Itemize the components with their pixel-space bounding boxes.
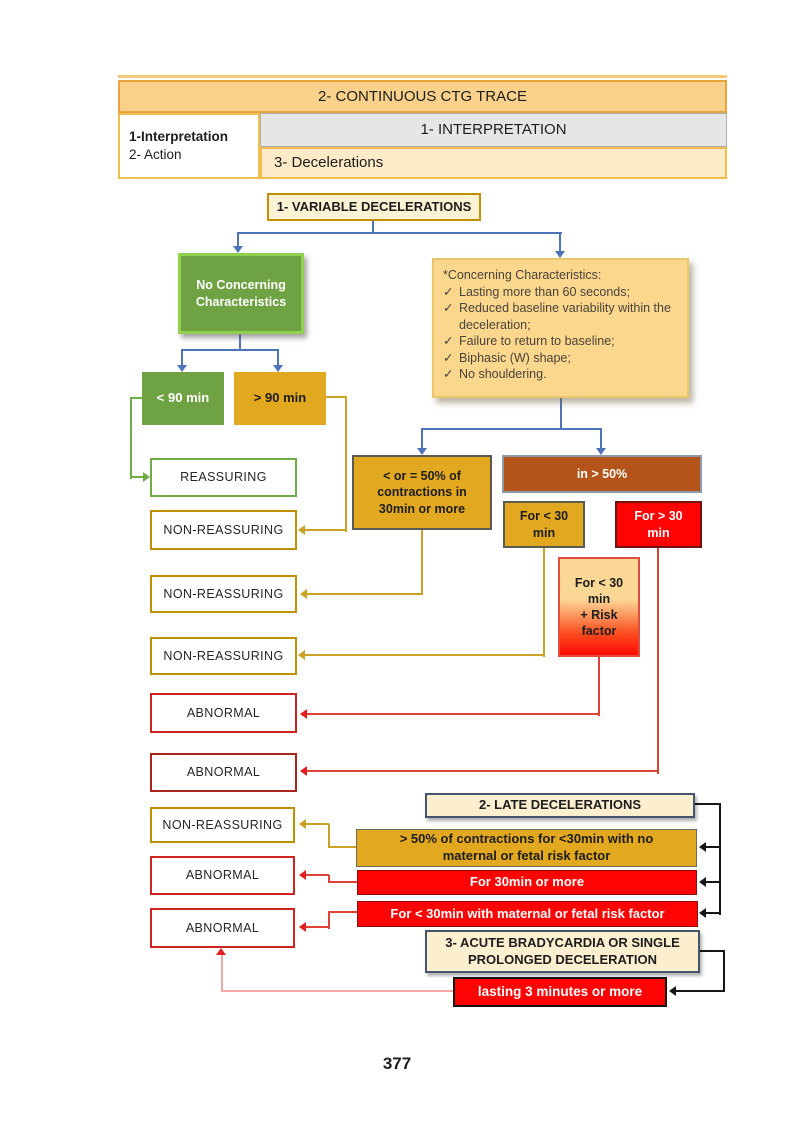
check-icon: ✓: [443, 284, 454, 299]
arrow-right-icon: [143, 472, 150, 482]
result-non-reassuring-2: [150, 575, 297, 613]
bracket-late-out: [695, 803, 721, 805]
result-reassuring: [150, 458, 297, 497]
for-gt30-box: [615, 501, 702, 548]
arrow-left-icon: [299, 870, 306, 880]
arrow-down-icon: [177, 365, 187, 372]
arrow-down-icon: [233, 246, 243, 253]
header-subsection: 3- Decelerations: [274, 154, 384, 172]
connector-to-abnormal-1: [307, 713, 600, 715]
concerning-box: [432, 258, 689, 398]
lt90-box: [142, 372, 224, 425]
result-abnormal-4: [150, 908, 295, 948]
bracket-late-branch-2: [706, 881, 721, 883]
late-30min-or-more-box: [357, 870, 697, 895]
header-subsection-cell: [260, 147, 727, 179]
connector-goldlong-elbow-a: [328, 846, 356, 848]
result-label: NON-REASSURING: [163, 522, 284, 537]
connector-redlong1-elbow-a: [328, 881, 357, 883]
arrow-up-icon: [216, 948, 226, 955]
gt90-label: > 90 min: [253, 390, 307, 406]
connector-lt90-down: [130, 397, 132, 479]
connector-title-split: [237, 232, 562, 234]
contractions-le50-label: < or = 50% of contractions in 30min or more: [377, 469, 467, 516]
contractions-le50-box: [352, 455, 492, 530]
result-label: NON-REASSURING: [163, 648, 284, 663]
lasting-3-minutes-label: lasting 3 minutes or more: [477, 984, 643, 1000]
connector-green-split: [181, 349, 279, 351]
result-label: NON-REASSURING: [162, 817, 283, 832]
check-icon: ✓: [443, 301, 454, 315]
connector-le50-down: [421, 530, 423, 595]
connector-to-abnormal-2: [307, 770, 659, 772]
header-left-line1: 1-Interpretation: [129, 129, 229, 145]
arrow-left-icon: [300, 589, 307, 599]
connector-to-nonreassuring-4: [306, 823, 329, 825]
for-lt30-box: [503, 501, 585, 548]
header-title: 2- CONTINUOUS CTG TRACE: [318, 87, 527, 105]
concerning-item: [443, 300, 678, 333]
late-gt50-label: > 50% of contractions for <30min with no maternal or fetal risk factor: [399, 831, 654, 863]
result-label: ABNORMAL: [185, 868, 260, 883]
gt90-box: [234, 372, 326, 425]
bracket-late-branch-3: [706, 912, 721, 914]
connector-to-nonreassuring-3: [305, 654, 545, 656]
header-title-cell: [118, 80, 727, 113]
for-lt30-label: For < 30 min: [519, 509, 569, 540]
in-gt50-label: in > 50%: [576, 466, 628, 481]
for-gt30-label: For > 30 min: [634, 509, 683, 540]
connector-risk-down: [598, 657, 600, 716]
arrow-left-icon: [300, 766, 307, 776]
for-lt30-risk-line: For < 30: [574, 575, 624, 590]
acute-bradycardia-label: 3- ACUTE BRADYCARDIA OR SINGLE PROLONGED DECELERATION: [445, 934, 680, 967]
check-icon: ✓: [443, 334, 454, 348]
header-left-line2: 2- Action: [129, 147, 182, 162]
connector-to-abnormal-4: [306, 926, 329, 928]
result-abnormal-3: [150, 856, 295, 895]
arrow-down-icon: [555, 251, 565, 258]
connector-concern-down: [560, 397, 562, 430]
connector-to-abnormal-3: [306, 874, 329, 876]
header-section: 1- INTERPRETATION: [420, 121, 567, 139]
connector-gt90-out: [326, 396, 347, 398]
concerning-item: [443, 284, 630, 301]
arrow-left-icon: [299, 922, 306, 932]
connector-goldlong-elbow-b: [328, 824, 330, 848]
concerning-item: [443, 350, 571, 367]
arrow-left-icon: [299, 819, 306, 829]
late-30min-label: For 30min or more: [469, 874, 585, 890]
arrow-down-icon: [596, 448, 606, 455]
check-icon: ✓: [443, 350, 454, 365]
arrow-left-icon: [298, 650, 305, 660]
connector-to-gt90: [277, 349, 279, 365]
late-gt50-no-risk-box: [356, 829, 697, 867]
arrow-left-icon: [699, 908, 706, 918]
arrow-left-icon: [699, 842, 706, 852]
header-top-strip: [118, 75, 727, 78]
connector-concern-split: [421, 428, 602, 430]
late-decelerations-title: [425, 793, 695, 818]
connector-lasting-up: [221, 955, 223, 992]
connector-forgt30-down: [657, 548, 659, 774]
connector-gt90-down: [345, 396, 347, 532]
bracket-brady-branch: [676, 990, 724, 992]
for-lt30-risk-line: min: [587, 591, 611, 606]
for-lt30-risk-box: [558, 557, 640, 657]
connector-to-concern: [559, 232, 561, 251]
connector-to-nonreassuring-1: [305, 529, 347, 531]
connector-to-le50: [421, 428, 423, 448]
connector-redlong2-elbow-a: [328, 911, 357, 913]
connector-to-reassuring: [130, 476, 143, 478]
connector-to-nonreassuring-2: [307, 593, 423, 595]
connector-to-noconcern: [237, 232, 239, 246]
arrow-down-icon: [273, 365, 283, 372]
concerning-item-text: No shouldering.: [459, 367, 547, 381]
result-non-reassuring-3: [150, 637, 297, 675]
header-left-cell: [118, 113, 260, 179]
connector-forlt30-down: [543, 548, 545, 657]
page-number: [347, 1052, 447, 1076]
result-label: REASSURING: [180, 470, 267, 485]
bracket-late-vertical: [719, 803, 721, 915]
concerning-item-text: Reduced baseline variability within the deceleration;: [459, 301, 671, 332]
connector-to-lt90: [181, 349, 183, 365]
connector-to-gt50: [600, 428, 602, 448]
result-non-reassuring-1: [150, 510, 297, 550]
result-label: ABNORMAL: [185, 920, 260, 935]
concerning-item-text: Biphasic (W) shape;: [459, 350, 571, 365]
result-label: ABNORMAL: [186, 765, 261, 780]
concerning-item: [443, 366, 547, 383]
arrow-left-icon: [300, 709, 307, 719]
result-abnormal-2: [150, 753, 297, 792]
late-lt30-label: For < 30min with maternal or fetal risk factor: [390, 905, 665, 921]
result-non-reassuring-4: [150, 807, 295, 843]
no-concerning-label: No Concerning Characteristics: [195, 278, 287, 309]
arrow-left-icon: [699, 877, 706, 887]
connector-lasting-left: [221, 990, 453, 992]
for-lt30-risk-line: factor: [581, 624, 617, 639]
bracket-brady-vertical: [723, 950, 725, 992]
header-section-cell: [260, 113, 727, 147]
bracket-late-branch-1: [706, 846, 721, 848]
lasting-3-minutes-box: [453, 977, 667, 1007]
concerning-item-text: Lasting more than 60 seconds;: [459, 284, 630, 299]
connector-redlong1-elbow-b: [328, 875, 330, 883]
no-concerning-box: [178, 253, 304, 334]
check-icon: ✓: [443, 367, 454, 381]
result-label: ABNORMAL: [186, 705, 261, 720]
arrow-down-icon: [417, 448, 427, 455]
for-lt30-risk-line: + Risk: [580, 608, 618, 622]
arrow-left-icon: [669, 986, 676, 996]
acute-bradycardia-title: [425, 930, 700, 973]
result-abnormal-1: [150, 693, 297, 733]
concerning-item-text: Failure to return to baseline;: [459, 334, 615, 348]
page-number-label: 377: [382, 1053, 412, 1073]
result-label: NON-REASSURING: [163, 586, 284, 601]
arrow-left-icon: [298, 525, 305, 535]
variable-decelerations-title: [267, 193, 481, 221]
late-lt30-with-risk-box: [357, 901, 698, 927]
variable-decelerations-label: 1- VARIABLE DECELERATIONS: [276, 198, 472, 214]
late-title-label: 2- LATE DECELERATIONS: [478, 797, 642, 813]
lt90-label: < 90 min: [156, 390, 210, 406]
concerning-heading: *Concerning Characteristics:: [443, 268, 602, 282]
bracket-brady-out: [700, 950, 725, 952]
concerning-item: [443, 333, 615, 350]
in-gt50-box: [502, 455, 702, 493]
